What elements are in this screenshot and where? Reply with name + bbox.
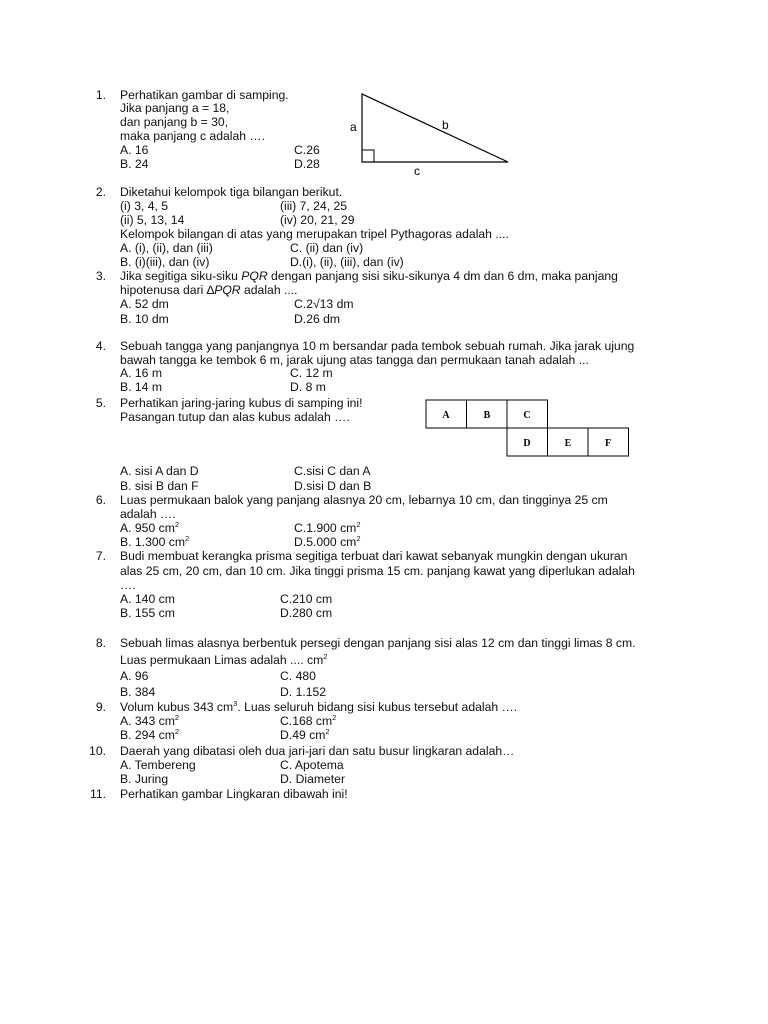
question-6-option-a-sup: 2 (174, 519, 180, 529)
question-6-line-2: adalah …. (120, 507, 176, 521)
question-4-option-c: C. 12 m (290, 366, 333, 380)
question-6-option-d-sup: 2 (356, 533, 361, 543)
question-2-line-1: Diketahui kelompok tiga bilangan berikut. (120, 185, 343, 199)
question-9-line-1 (120, 700, 517, 714)
question-8-line-2-text: Luas permukaan Limas adalah .... cm (120, 653, 324, 667)
triangle-outline (362, 94, 508, 162)
question-5-option-d: D.sisi D dan B (294, 479, 372, 493)
question-9-option-a-sup: 2 (174, 712, 180, 722)
question-3-line-2-end: adalah .... (240, 283, 298, 297)
question-6-option-d (294, 535, 361, 549)
question-6-option-b-sup: 2 (185, 533, 190, 543)
question-3-option-b: B. 10 dm (120, 312, 169, 326)
question-3-option-d: D.26 dm (294, 312, 341, 326)
question-2-set-iv: (iv) 20, 21, 29 (280, 213, 355, 227)
question-5-number: 5. (95, 396, 106, 410)
question-1-number: 1. (95, 88, 106, 102)
net-label-e: E (564, 438, 572, 449)
question-9-option-d (280, 728, 330, 742)
question-7-line-3: …. (120, 578, 136, 592)
right-angle-marker (362, 150, 374, 162)
question-9-option-c-text: C.168 cm (280, 714, 333, 728)
question-7-option-a: A. 140 cm (120, 592, 175, 606)
question-2-set-i: (i) 3, 4, 5 (120, 199, 169, 213)
question-8-option-c: C. 480 (280, 669, 316, 683)
question-3-triangle-name: PQR (241, 269, 268, 283)
question-9-line-1-end: . Luas seluruh bidang sisi kubus tersebut adalah …. (237, 700, 518, 714)
question-9-volume-sup: 3 (233, 698, 238, 708)
question-4-line-1: Sebuah tangga yang panjangnya 10 m bersandar pada tembok sebuah rumah. Jika jarak ujung (120, 339, 635, 353)
question-2-set-iii: (iii) 7, 24, 25 (280, 199, 348, 213)
question-5-line-2: Pasangan tutup dan alas kubus adalah …. (120, 410, 350, 424)
question-3-option-a: A. 52 dm (120, 297, 169, 311)
question-4-line-2: bawah tangga ke tembok 6 m, jarak ujung atas tangga dan permukaan tanah adalah ... (120, 353, 589, 367)
net-label-b: B (483, 410, 491, 421)
net-label-d: D (523, 438, 531, 449)
question-1-line-1: Perhatikan gambar di samping. (120, 88, 289, 102)
question-6-option-c-text: C.1.900 cm (294, 521, 357, 535)
question-8-option-d: D. 1.152 (280, 685, 327, 699)
question-9-option-c (280, 714, 336, 728)
question-9-option-d-text: D.49 cm (280, 728, 326, 742)
question-5-option-a: A. sisi A dan D (120, 464, 199, 478)
side-c-label: c (414, 164, 420, 178)
cube-net-figure (425, 399, 631, 459)
net-label-c: C (523, 410, 531, 421)
question-3-line-1-end: dengan panjang sisi siku-sikunya 4 dm dan 6 dm, maka panjang (267, 269, 618, 283)
question-6-option-b (120, 535, 189, 549)
question-1-option-d: D.28 (294, 157, 320, 171)
question-9-option-c-sup: 2 (332, 712, 337, 722)
question-5-option-b: B. sisi B dan F (120, 479, 199, 493)
question-3-triangle-name-2: PQR (214, 283, 241, 297)
question-2-option-d: D.(i), (ii), (iii), dan (iv) (290, 255, 404, 269)
question-7-line-2: alas 25 cm, 20 cm, dan 10 cm. Jika tinggi prisma 15 cm. panjang kawat yang diperlukan adalah (120, 564, 635, 578)
question-1-option-a: A. 16 (120, 143, 149, 157)
question-4-option-a: A. 16 m (120, 366, 162, 380)
question-1-option-b: B. 24 (120, 157, 149, 171)
question-6-option-b-text: B. 1.300 cm (120, 535, 186, 549)
question-1-line-4: maka panjang c adalah …. (120, 129, 265, 143)
question-9-option-b (120, 728, 179, 742)
question-3-line-2-start: hipotenusa dari ∆ (120, 283, 215, 297)
question-10-option-b: B. Juring (120, 772, 169, 786)
question-9-line-1-start: Volum kubus 343 cm (120, 700, 234, 714)
question-1-option-c: C.26 (294, 143, 320, 157)
question-3-option-c: C.2√13 dm (294, 297, 354, 311)
question-9-option-a-text: A. 343 cm (120, 714, 175, 728)
question-3-line-1-start: Jika segitiga siku-siku (120, 269, 242, 283)
question-1-line-2: Jika panjang a = 18, (120, 101, 230, 115)
question-10-option-c: C. Apotema (280, 758, 344, 772)
question-6-number: 6. (95, 493, 106, 507)
question-7-option-d: D.280 cm (280, 606, 333, 620)
question-2-question: Kelompok bilangan di atas yang merupakan tripel Pythagoras adalah .... (120, 227, 509, 241)
question-8-unit-sup: 2 (323, 651, 328, 661)
question-7-line-1: Budi membuat kerangka prisma segitiga terbuat dari kawat sebanyak mungkin dengan ukuran (120, 549, 628, 563)
question-10-number: 10. (89, 744, 106, 758)
side-a-label: a (350, 120, 357, 134)
question-6-line-1: Luas permukaan balok yang panjang alasnya 20 cm, lebarnya 10 cm, dan tingginya 25 cm (120, 493, 608, 507)
side-b-label: b (442, 118, 449, 132)
net-label-f: F (604, 438, 612, 449)
question-10-option-a: A. Tembereng (120, 758, 196, 772)
question-1-line-3: dan panjang b = 30, (120, 115, 229, 129)
question-6-option-d-text: D.5.000 cm (294, 535, 357, 549)
question-10-line-1: Daerah yang dibatasi oleh dua jari-jari dan satu busur lingkaran adalah… (120, 744, 515, 758)
question-9-number: 9. (95, 700, 106, 714)
question-11-number: 11. (89, 787, 106, 801)
question-8-line-1: Sebuah limas alasnya berbentuk persegi dengan panjang sisi alas 12 cm dan tinggi limas 8 cm. (120, 636, 636, 650)
question-10-option-d: D. Diameter (280, 772, 346, 786)
question-4-number: 4. (95, 339, 106, 353)
question-9-option-b-sup: 2 (174, 726, 180, 736)
question-8-number: 8. (95, 636, 106, 650)
question-6-option-c (294, 521, 361, 535)
question-9-option-b-text: B. 294 cm (120, 728, 175, 742)
question-6-option-a-text: A. 950 cm (120, 521, 175, 535)
question-9-option-d-sup: 2 (325, 726, 330, 736)
question-2-number: 2. (95, 185, 106, 199)
question-2-option-c: C. (ii) dan (iv) (290, 241, 364, 255)
net-label-a: A (442, 410, 450, 421)
question-5-option-c: C.sisi C dan A (294, 464, 371, 478)
question-3-line-2 (120, 283, 298, 297)
question-8-option-a: A. 96 (120, 669, 149, 683)
question-7-option-c: C.210 cm (280, 592, 333, 606)
question-4-option-d: D. 8 m (290, 380, 326, 394)
question-6-option-a (120, 521, 179, 535)
question-3-number: 3. (95, 269, 106, 283)
question-2-option-a: A. (i), (ii), dan (iii) (120, 241, 213, 255)
question-7-option-b: B. 155 cm (120, 606, 175, 620)
question-6-option-c-sup: 2 (356, 519, 361, 529)
question-8-option-b: B. 384 (120, 685, 156, 699)
question-9-option-a (120, 714, 179, 728)
question-4-option-b: B. 14 m (120, 380, 162, 394)
right-triangle-figure (340, 88, 520, 180)
question-7-number: 7. (95, 549, 106, 563)
question-3-line-1 (120, 269, 618, 283)
question-2-option-b: B. (i)(iii), dan (iv) (120, 255, 210, 269)
question-5-line-1: Perhatikan jaring-jaring kubus di samping ini! (120, 396, 363, 410)
question-11-line-1: Perhatikan gambar Lingkaran dibawah ini! (120, 787, 348, 801)
question-2-set-ii: (ii) 5, 13, 14 (120, 213, 185, 227)
question-8-line-2 (120, 653, 327, 667)
